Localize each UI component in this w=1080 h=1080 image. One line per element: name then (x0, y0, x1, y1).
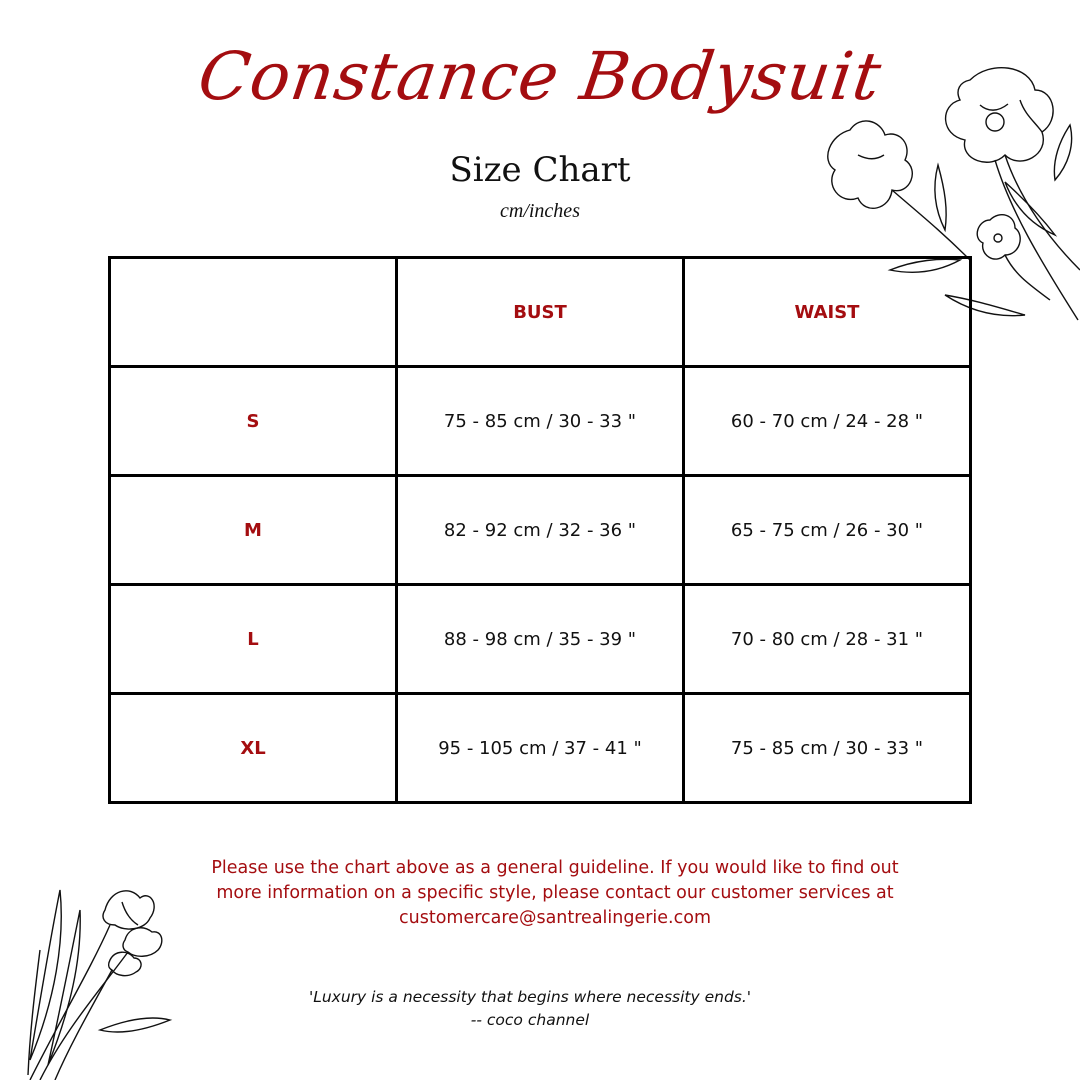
customer-care-email[interactable]: customercare@santrealingerie.com (399, 908, 711, 928)
size-chart-table (108, 256, 972, 804)
guideline-text (170, 856, 940, 931)
bust-cell: 95 - 105 cm / 37 - 41 " (397, 694, 684, 803)
table-header-row (110, 258, 971, 367)
guideline-line-2: more information on a specific style, please contact our customer services at (216, 883, 894, 903)
table-header-cell-bust: BUST (397, 258, 684, 367)
units-label: cm/inches (500, 200, 580, 222)
waist-cell: 75 - 85 cm / 30 - 33 " (684, 694, 971, 803)
table-row (110, 694, 971, 803)
size-cell: XL (110, 694, 397, 803)
page-title: Constance Bodysuit (193, 38, 887, 115)
quote-text: 'Luxury is a necessity that begins where necessity ends.' (308, 988, 752, 1006)
waist-cell: 60 - 70 cm / 24 - 28 " (684, 367, 971, 476)
floral-bottom-left-icon (10, 880, 180, 1080)
size-cell: S (110, 367, 397, 476)
waist-cell: 65 - 75 cm / 26 - 30 " (684, 476, 971, 585)
table-row (110, 585, 971, 694)
quote-author: -- coco channel (470, 1011, 590, 1029)
table-row (110, 476, 971, 585)
size-cell: M (110, 476, 397, 585)
bust-cell: 82 - 92 cm / 32 - 36 " (397, 476, 684, 585)
table-header-cell-size (110, 258, 397, 367)
table-header-cell-waist: WAIST (684, 258, 971, 367)
bust-cell: 75 - 85 cm / 30 - 33 " (397, 367, 684, 476)
bust-cell: 88 - 98 cm / 35 - 39 " (397, 585, 684, 694)
page-subtitle: Size Chart (449, 150, 631, 190)
table-row (110, 367, 971, 476)
guideline-line-1: Please use the chart above as a general guideline. If you would like to find out (211, 858, 899, 878)
quote-block (200, 986, 860, 1032)
size-cell: L (110, 585, 397, 694)
waist-cell: 70 - 80 cm / 28 - 31 " (684, 585, 971, 694)
